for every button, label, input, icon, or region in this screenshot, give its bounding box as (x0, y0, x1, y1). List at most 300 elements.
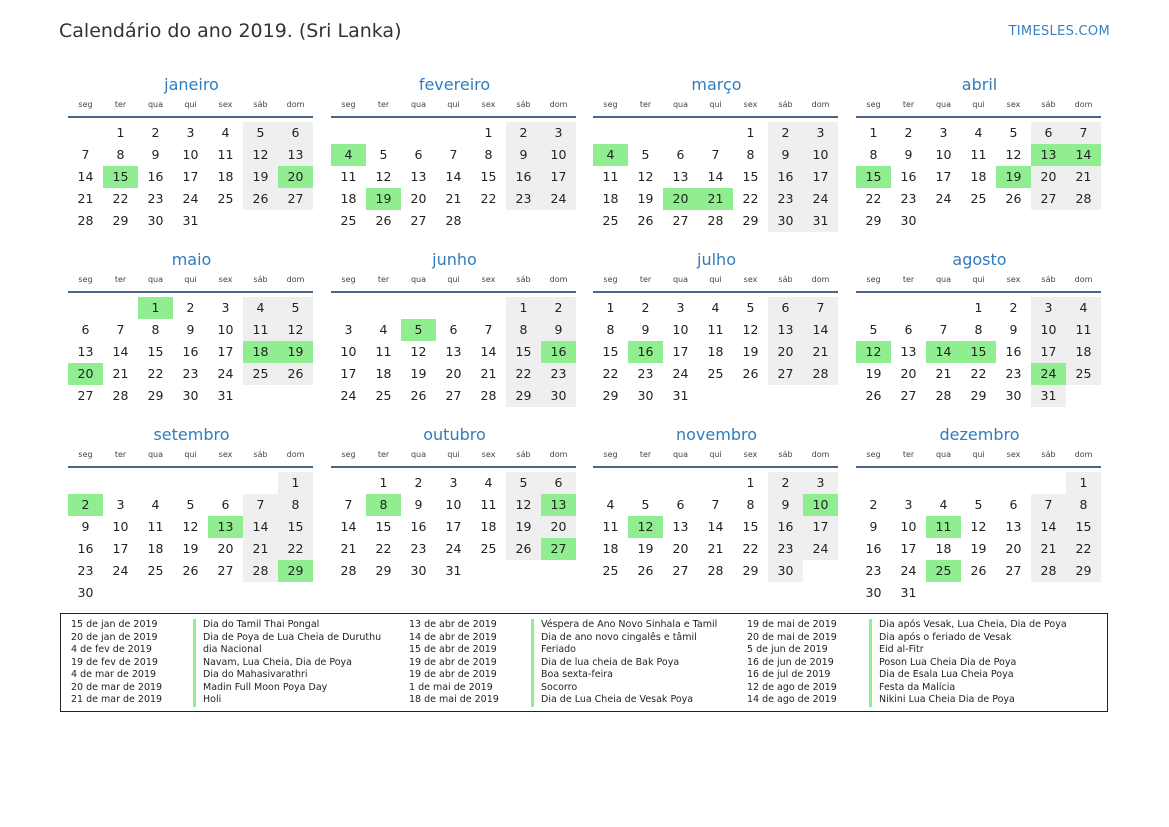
day-cell: 26 (375, 213, 392, 228)
day-cell: 20 (1005, 541, 1022, 556)
day-cell: 31 (900, 585, 917, 600)
day-cell: 18 (935, 541, 952, 556)
day-cell: 18 (340, 191, 357, 206)
day-cell: 26 (742, 366, 759, 381)
day-cell: 28 (340, 563, 357, 578)
day-cell: 30 (182, 388, 199, 403)
day-cell: 1 (974, 300, 983, 315)
legend-holiday-name: Holi (193, 694, 381, 707)
page-title: Calendário do ano 2019. (Sri Lanka) (59, 20, 402, 42)
day-cell: 27 (672, 563, 689, 578)
day-cell: 28 (1031, 560, 1066, 582)
day-cell: 5 (641, 497, 650, 512)
month-name: outubro (423, 425, 486, 444)
weekday-label: sex (481, 100, 496, 109)
site-link[interactable]: TIMESLES.COM (1008, 24, 1110, 39)
day-cell: 3 (541, 122, 576, 144)
header-divider (68, 116, 313, 118)
header-divider (68, 466, 313, 468)
day-cell: 27 (217, 563, 234, 578)
holiday-day-cell: 15 (961, 341, 996, 363)
day-cell: 25 (375, 388, 392, 403)
month-julho (593, 249, 840, 407)
day-cell: 31 (1031, 385, 1066, 407)
empty-cell (856, 297, 891, 319)
weekday-label: dom (1074, 275, 1093, 284)
day-cell: 3 (344, 322, 353, 337)
day-cell: 4 (1066, 297, 1101, 319)
day-cell: 13 (410, 169, 427, 184)
day-cell: 8 (974, 322, 983, 337)
day-cell: 11 (602, 169, 619, 184)
empty-cell (68, 122, 103, 144)
day-cell: 6 (414, 147, 423, 162)
day-cell: 22 (506, 363, 541, 385)
holiday-day-cell: 24 (1031, 363, 1066, 385)
day-cell: 24 (935, 191, 952, 206)
empty-cell (331, 297, 366, 319)
weekday-label: qua (672, 100, 689, 109)
empty-cell (698, 472, 733, 494)
day-cell: 6 (676, 147, 685, 162)
day-cell: 24 (541, 188, 576, 210)
month-name: junho (432, 250, 477, 269)
day-cell: 4 (711, 300, 720, 315)
day-cell: 5 (186, 497, 195, 512)
day-cell: 11 (147, 519, 164, 534)
day-cell: 18 (602, 191, 619, 206)
day-cell: 20 (541, 516, 576, 538)
day-cell: 1 (278, 472, 313, 494)
day-cell: 27 (900, 388, 917, 403)
day-cell: 11 (707, 322, 724, 337)
day-cell: 23 (768, 538, 803, 560)
weekday-label: seg (603, 275, 618, 284)
day-cell: 9 (506, 144, 541, 166)
weekday-label: sáb (778, 100, 793, 109)
day-cell: 2 (641, 300, 650, 315)
weekday-label: seg (341, 275, 356, 284)
day-cell: 22 (742, 541, 759, 556)
month-agosto (856, 249, 1103, 407)
day-cell: 4 (379, 322, 388, 337)
day-cell: 27 (445, 388, 462, 403)
day-cell: 7 (243, 494, 278, 516)
weekday-label: seg (78, 275, 93, 284)
weekday-label: dom (811, 100, 830, 109)
weekday-label: dom (811, 275, 830, 284)
legend-holiday-name: Dia de Lua Cheia de Vesak Poya (531, 694, 717, 707)
day-cell: 25 (970, 191, 987, 206)
weekday-label: sáb (253, 100, 268, 109)
weekday-label: ter (902, 100, 915, 109)
day-cell: 12 (970, 519, 987, 534)
day-cell: 13 (900, 344, 917, 359)
day-cell: 7 (939, 322, 948, 337)
day-cell: 26 (278, 363, 313, 385)
day-cell: 16 (1005, 344, 1022, 359)
day-cell: 26 (637, 563, 654, 578)
day-cell: 13 (278, 144, 313, 166)
day-cell: 10 (112, 519, 129, 534)
legend-holiday-name: Socorro (531, 682, 717, 695)
legend-date: 19 de mai de 2019 (747, 619, 837, 630)
month-março (593, 74, 840, 232)
weekday-label: dom (286, 100, 305, 109)
day-cell: 6 (676, 497, 685, 512)
day-cell: 27 (77, 388, 94, 403)
day-cell: 8 (746, 497, 755, 512)
day-cell: 24 (900, 563, 917, 578)
weekday-label: sáb (516, 450, 531, 459)
day-cell: 21 (112, 366, 129, 381)
day-cell: 13 (445, 344, 462, 359)
day-cell: 19 (182, 541, 199, 556)
month-setembro (68, 424, 315, 604)
day-cell: 24 (672, 366, 689, 381)
day-cell: 18 (375, 366, 392, 381)
weekday-label: dom (549, 100, 568, 109)
header-divider (593, 291, 838, 293)
empty-cell (331, 122, 366, 144)
day-cell: 14 (243, 516, 278, 538)
day-cell: 13 (672, 519, 689, 534)
day-cell: 15 (147, 344, 164, 359)
weekday-label: sáb (516, 100, 531, 109)
day-cell: 29 (1066, 560, 1101, 582)
weekday-label: ter (114, 450, 127, 459)
empty-cell (891, 472, 926, 494)
weekday-label: ter (114, 275, 127, 284)
legend-date: 16 de jun de 2019 (747, 656, 834, 668)
day-cell: 23 (1005, 366, 1022, 381)
empty-cell (891, 297, 926, 319)
day-cell: 20 (768, 341, 803, 363)
day-cell: 16 (506, 166, 541, 188)
day-cell: 8 (1066, 494, 1101, 516)
empty-cell (926, 472, 961, 494)
weekday-label: qui (709, 275, 722, 284)
day-cell: 3 (676, 300, 685, 315)
empty-cell (436, 122, 471, 144)
day-cell: 20 (445, 366, 462, 381)
day-cell: 7 (116, 322, 125, 337)
day-cell: 7 (711, 147, 720, 162)
legend-date: 13 de abr de 2019 (409, 619, 497, 630)
holiday-day-cell: 5 (401, 319, 436, 341)
month-dezembro (856, 424, 1103, 604)
day-cell: 11 (970, 147, 987, 162)
day-cell: 10 (217, 322, 234, 337)
month-maio (68, 249, 315, 407)
day-cell: 16 (900, 169, 917, 184)
month-outubro (331, 424, 578, 582)
day-cell: 30 (541, 385, 576, 407)
day-cell: 20 (217, 541, 234, 556)
month-junho (331, 249, 578, 407)
weekday-label: qui (972, 275, 985, 284)
day-cell: 23 (637, 366, 654, 381)
legend-date: 19 de abr de 2019 (409, 669, 497, 680)
day-cell: 11 (340, 169, 357, 184)
empty-cell (593, 472, 628, 494)
holiday-day-cell: 19 (366, 188, 401, 210)
legend-date: 21 de mar de 2019 (71, 694, 163, 705)
month-fevereiro (331, 74, 578, 232)
legend-date: 18 de mai de 2019 (409, 694, 499, 705)
day-cell: 11 (480, 497, 497, 512)
day-cell: 18 (707, 344, 724, 359)
weekday-label: qua (410, 450, 427, 459)
day-cell: 29 (742, 563, 759, 578)
day-cell: 6 (904, 322, 913, 337)
day-cell: 3 (186, 125, 195, 140)
day-cell: 26 (243, 188, 278, 210)
day-cell: 27 (672, 213, 689, 228)
day-cell: 9 (768, 494, 803, 516)
day-cell: 15 (480, 169, 497, 184)
day-cell: 30 (147, 213, 164, 228)
empty-cell (331, 472, 366, 494)
day-cell: 9 (904, 147, 913, 162)
day-cell: 9 (414, 497, 423, 512)
weekday-label: ter (639, 100, 652, 109)
day-cell: 3 (1031, 297, 1066, 319)
holiday-day-cell: 27 (541, 538, 576, 560)
day-cell: 9 (186, 322, 195, 337)
day-cell: 3 (803, 472, 838, 494)
day-cell: 30 (768, 210, 803, 232)
day-cell: 19 (742, 344, 759, 359)
day-cell: 8 (746, 147, 755, 162)
day-cell: 28 (112, 388, 129, 403)
day-cell: 18 (147, 541, 164, 556)
day-cell: 29 (742, 213, 759, 228)
day-cell: 19 (410, 366, 427, 381)
day-cell: 18 (217, 169, 234, 184)
month-name: setembro (153, 425, 230, 444)
day-cell: 19 (865, 366, 882, 381)
weekday-label: ter (377, 450, 390, 459)
day-cell: 24 (182, 191, 199, 206)
holiday-day-cell: 29 (278, 560, 313, 582)
day-cell: 29 (112, 213, 129, 228)
day-cell: 9 (81, 519, 90, 534)
weekday-label: seg (603, 100, 618, 109)
month-janeiro (68, 74, 315, 232)
day-cell: 16 (77, 541, 94, 556)
weekday-label: sex (1006, 450, 1021, 459)
day-cell: 21 (707, 541, 724, 556)
day-cell: 21 (935, 366, 952, 381)
day-cell: 1 (1066, 472, 1101, 494)
day-cell: 7 (484, 322, 493, 337)
weekday-label: seg (866, 100, 881, 109)
day-cell: 18 (602, 541, 619, 556)
day-cell: 28 (803, 363, 838, 385)
weekday-label: qua (935, 100, 952, 109)
day-cell: 17 (445, 519, 462, 534)
weekday-label: qui (447, 275, 460, 284)
legend-date: 12 de ago de 2019 (747, 681, 837, 693)
empty-cell (366, 122, 401, 144)
day-cell: 6 (768, 297, 803, 319)
weekday-label: qui (709, 100, 722, 109)
day-cell: 5 (746, 300, 755, 315)
day-cell: 16 (768, 516, 803, 538)
header-divider (331, 116, 576, 118)
weekday-label: ter (902, 450, 915, 459)
day-cell: 3 (939, 125, 948, 140)
day-cell: 11 (602, 519, 619, 534)
holiday-day-cell: 20 (68, 363, 103, 385)
day-cell: 25 (602, 213, 619, 228)
header-divider (593, 466, 838, 468)
weekday-label: sex (218, 450, 233, 459)
holiday-day-cell: 1 (138, 297, 173, 319)
day-cell: 24 (112, 563, 129, 578)
weekday-label: sáb (1041, 100, 1056, 109)
day-cell: 23 (182, 366, 199, 381)
empty-cell (471, 297, 506, 319)
day-cell: 21 (1031, 538, 1066, 560)
day-cell: 6 (449, 322, 458, 337)
day-cell: 5 (379, 147, 388, 162)
weekday-label: ter (902, 275, 915, 284)
day-cell: 22 (1066, 538, 1101, 560)
day-cell: 16 (865, 541, 882, 556)
weekday-label: qua (672, 450, 689, 459)
weekday-label: sex (218, 100, 233, 109)
empty-cell (593, 122, 628, 144)
empty-cell (628, 122, 663, 144)
day-cell: 10 (900, 519, 917, 534)
day-cell: 19 (637, 541, 654, 556)
day-cell: 23 (865, 563, 882, 578)
holiday-day-cell: 12 (856, 341, 891, 363)
legend-names-column (193, 619, 381, 707)
day-cell: 24 (445, 541, 462, 556)
weekday-label: sex (218, 275, 233, 284)
day-cell: 10 (445, 497, 462, 512)
day-cell: 22 (480, 191, 497, 206)
day-cell: 17 (182, 169, 199, 184)
day-cell: 6 (541, 472, 576, 494)
holiday-day-cell: 20 (278, 166, 313, 188)
legend-date: 15 de jan de 2019 (71, 619, 158, 630)
day-cell: 14 (112, 344, 129, 359)
day-cell: 10 (541, 144, 576, 166)
day-cell: 13 (77, 344, 94, 359)
day-cell: 1 (484, 125, 493, 140)
day-cell: 14 (1031, 516, 1066, 538)
day-cell: 1 (379, 475, 388, 490)
day-cell: 28 (1066, 188, 1101, 210)
legend-holiday-name: Dia após o feriado de Vesak (869, 632, 1067, 645)
day-cell: 10 (672, 322, 689, 337)
day-cell: 2 (151, 125, 160, 140)
day-cell: 17 (1031, 341, 1066, 363)
day-cell: 11 (375, 344, 392, 359)
day-cell: 1 (606, 300, 615, 315)
day-cell: 9 (151, 147, 160, 162)
day-cell: 23 (410, 541, 427, 556)
holiday-day-cell: 18 (243, 341, 278, 363)
day-cell: 13 (1005, 519, 1022, 534)
day-cell: 22 (742, 191, 759, 206)
day-cell: 21 (243, 538, 278, 560)
legend-date: 19 de abr de 2019 (409, 656, 497, 668)
legend-holiday-name: Dia de Esala Lua Cheia Poya (869, 669, 1067, 682)
day-cell: 5 (869, 322, 878, 337)
day-cell: 14 (77, 169, 94, 184)
day-cell: 2 (768, 472, 803, 494)
weekday-label: sáb (778, 275, 793, 284)
day-cell: 12 (742, 322, 759, 337)
day-cell: 14 (707, 169, 724, 184)
weekday-label: seg (341, 450, 356, 459)
day-cell: 29 (375, 563, 392, 578)
day-cell: 28 (445, 213, 462, 228)
day-cell: 26 (970, 563, 987, 578)
legend-date: 1 de mai de 2019 (409, 681, 493, 693)
day-cell: 17 (541, 166, 576, 188)
header-divider (856, 466, 1101, 468)
weekday-label: ter (639, 450, 652, 459)
day-cell: 30 (900, 213, 917, 228)
month-novembro (593, 424, 840, 582)
day-cell: 2 (768, 122, 803, 144)
legend-date: 14 de ago de 2019 (747, 694, 837, 705)
weekday-label: dom (549, 450, 568, 459)
day-cell: 31 (217, 388, 234, 403)
holiday-day-cell: 13 (541, 494, 576, 516)
day-cell: 2 (1009, 300, 1018, 315)
empty-cell (243, 472, 278, 494)
weekday-label: dom (811, 450, 830, 459)
day-cell: 2 (541, 297, 576, 319)
legend-holiday-name: Boa sexta-feira (531, 669, 717, 682)
day-cell: 3 (449, 475, 458, 490)
month-name: maio (171, 250, 212, 269)
day-cell: 15 (742, 519, 759, 534)
holiday-day-cell: 15 (103, 166, 138, 188)
day-cell: 1 (116, 125, 125, 140)
empty-cell (138, 472, 173, 494)
weekday-label: sex (743, 275, 758, 284)
legend-holiday-name: Dia após Vesak, Lua Cheia, Dia de Poya (869, 619, 1067, 632)
day-cell: 9 (1009, 322, 1018, 337)
day-cell: 5 (974, 497, 983, 512)
holiday-day-cell: 11 (926, 516, 961, 538)
day-cell: 23 (77, 563, 94, 578)
day-cell: 30 (1005, 388, 1022, 403)
day-cell: 29 (865, 213, 882, 228)
day-cell: 30 (637, 388, 654, 403)
day-cell: 8 (278, 494, 313, 516)
day-cell: 18 (970, 169, 987, 184)
weekday-label: sáb (1041, 275, 1056, 284)
legend-holiday-name: Madin Full Moon Poya Day (193, 682, 381, 695)
day-cell: 27 (1005, 563, 1022, 578)
empty-cell (1031, 472, 1066, 494)
day-cell: 30 (77, 585, 94, 600)
day-cell: 10 (935, 147, 952, 162)
legend-date: 20 de mar de 2019 (71, 681, 163, 693)
day-cell: 2 (186, 300, 195, 315)
day-cell: 8 (116, 147, 125, 162)
weekday-label: dom (286, 275, 305, 284)
